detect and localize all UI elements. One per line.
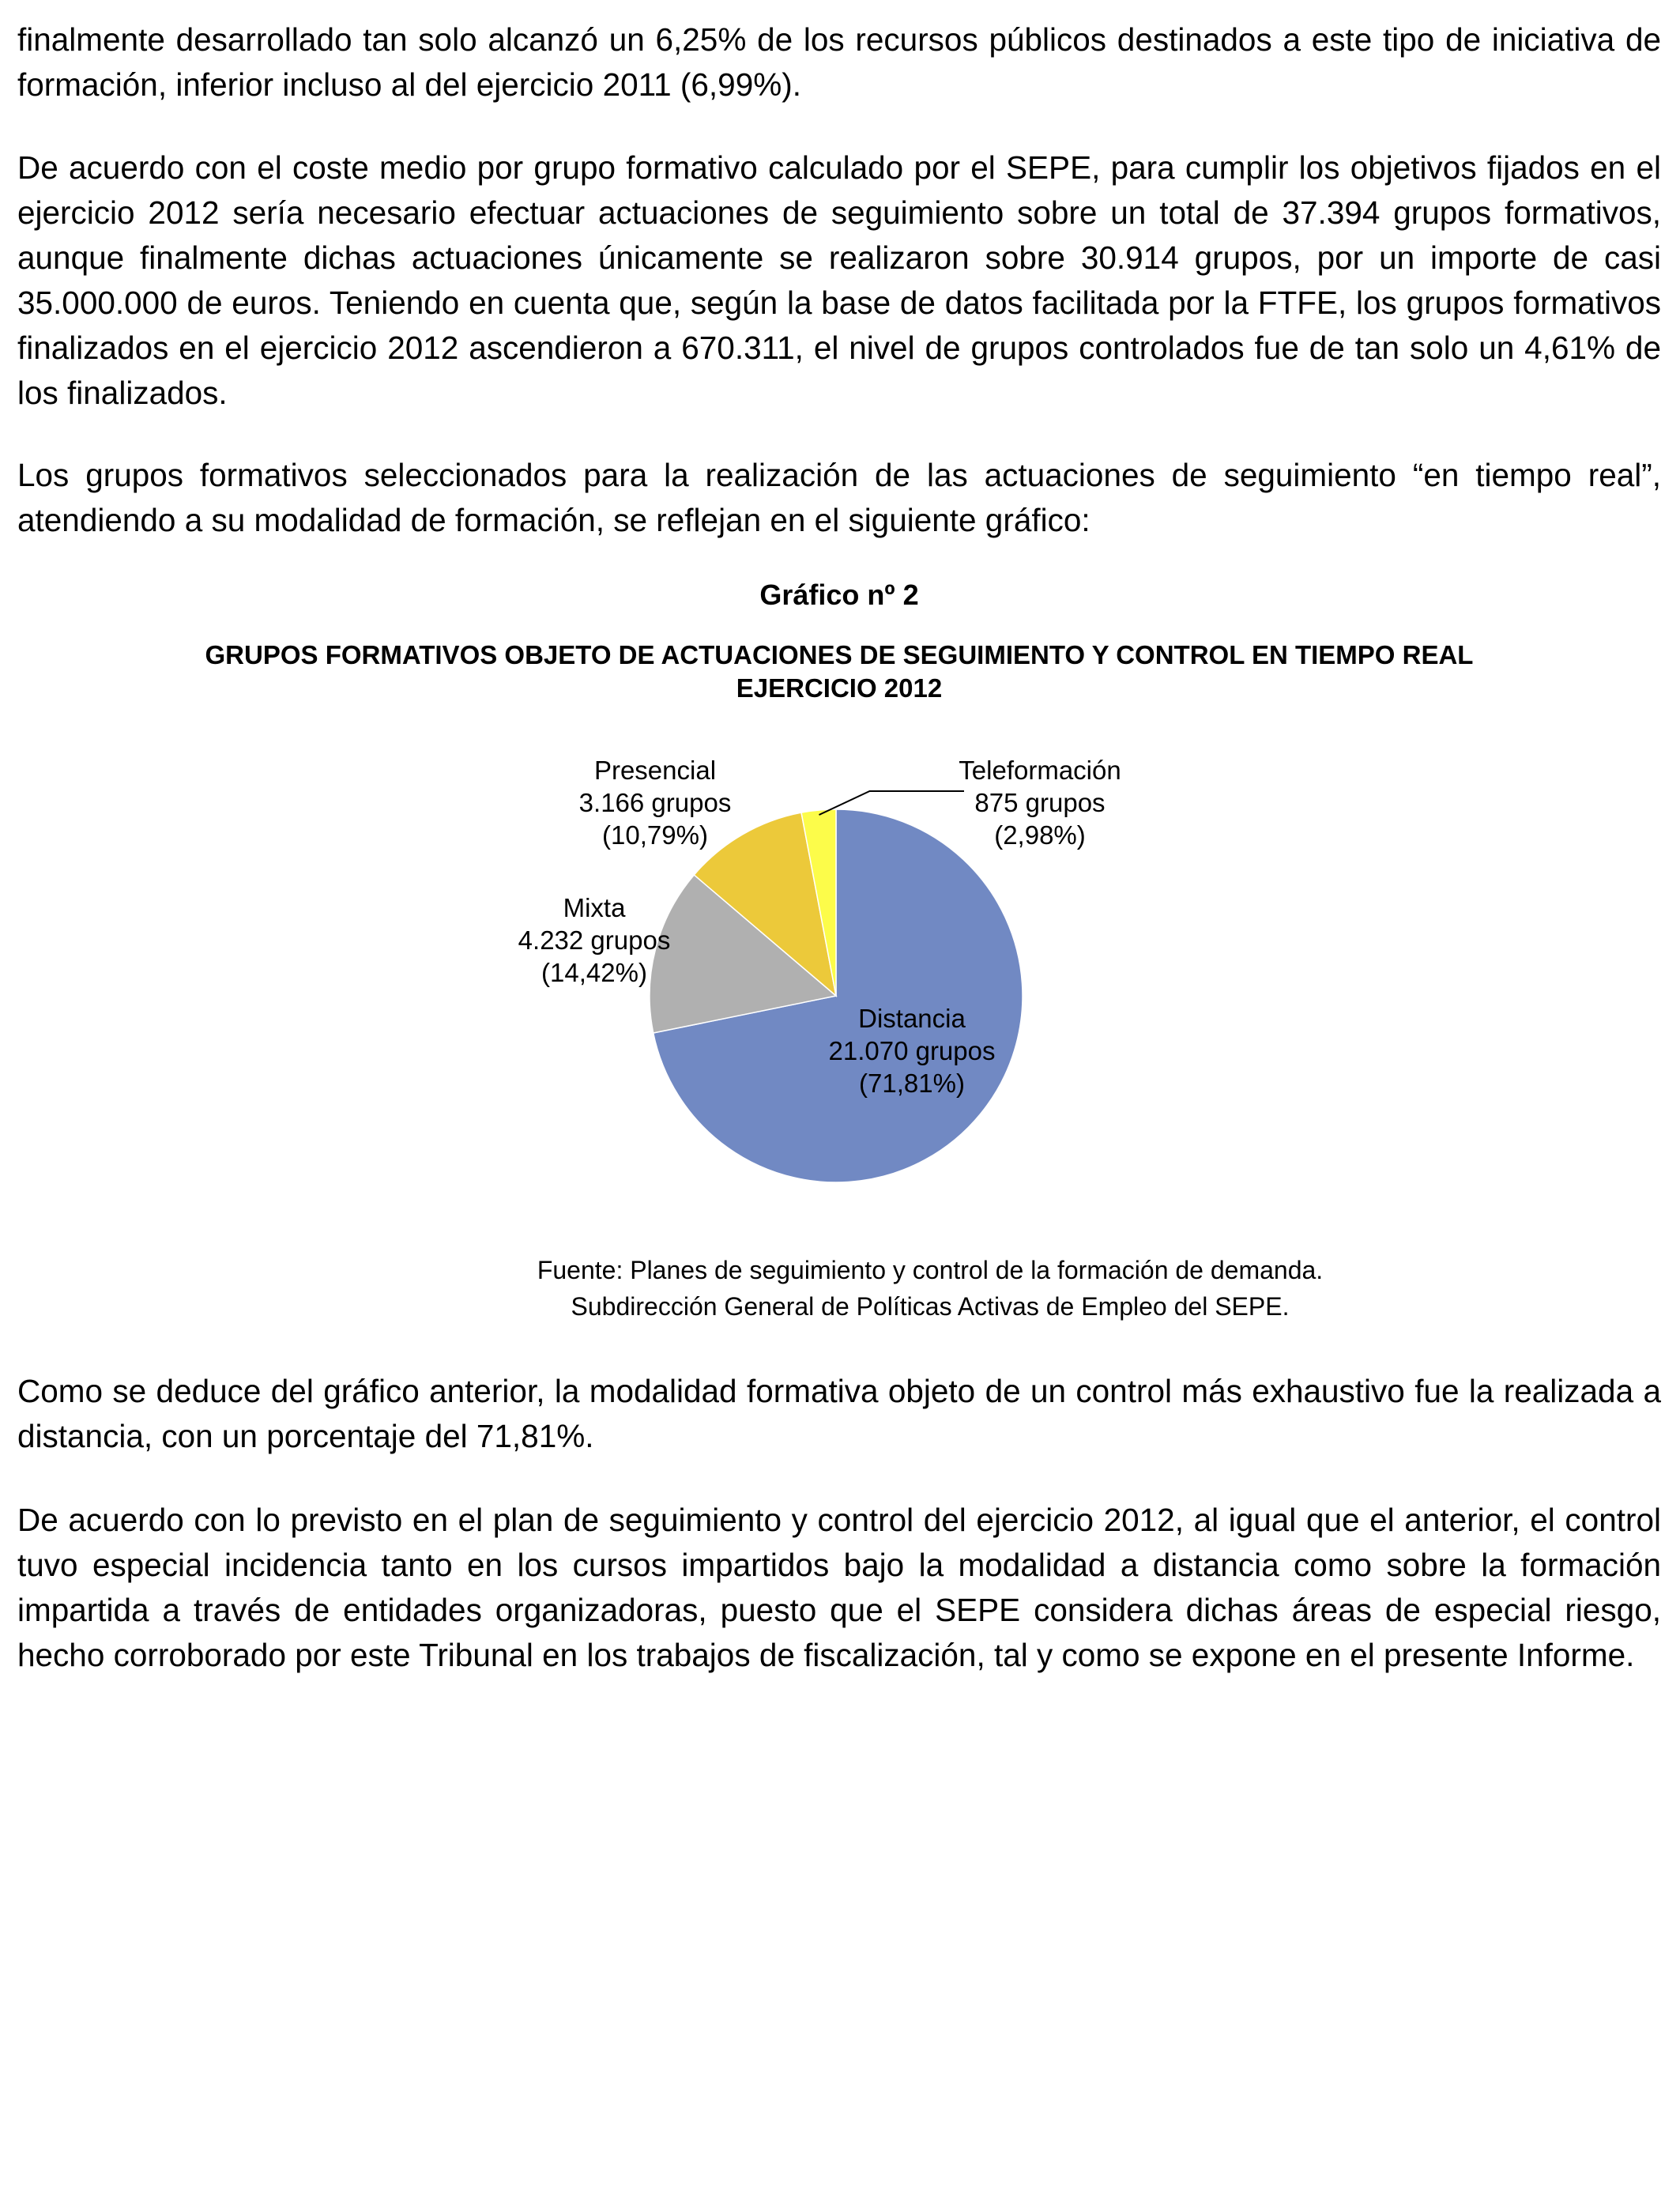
pie-label-distancia-percent: (71,81%) (859, 1069, 965, 1098)
chart-title (17, 639, 1661, 705)
paragraph: De acuerdo con el coste medio por grupo formativo calculado por el SEPE, para cumplir los objetivos fijados en el ejercicio 2012 sería necesario efectuar actuaciones de seguimiento sobre un total de 37.394 grupos formativos, aunque finalmente dichas actuaciones únicamente se realizaron sobre 30.914 grupos, por un importe de casi 35.000.000 de euros. Teniendo en cuenta que, según la base de datos facilitada por la FTFE, los grupos formativos finalizados en el ejercicio 2012 ascendieron a 670.311, el nivel de grupos controlados fue de tan solo un 4,61% de los finalizados. (17, 149, 1661, 411)
chart-number: Gráfico nº 2 (759, 579, 919, 611)
chart-title-line-2: EJERCICIO 2012 (736, 673, 943, 703)
pie-label-presencial-value: 3.166 grupos (578, 788, 732, 817)
pie-label-distancia-name: Distancia (858, 1004, 966, 1033)
pie-label-presencial-name: Presencial (593, 756, 717, 785)
paragraph: finalmente desarrollado tan solo alcanzó un 6,25% de los recursos públicos destinados a este tipo de iniciativa de formación, inferior incluso al del ejercicio 2011 (6,99%). (17, 21, 1661, 103)
chart-title-line-1: GRUPOS FORMATIVOS OBJETO DE ACTUACIONES DE SEGUIMIENTO Y CONTROL EN TIEMPO REAL (205, 640, 1474, 669)
pie-label-teleformacion-percent: (2,98%) (994, 820, 1086, 850)
chart-source-2: Subdirección General de Políticas Activas de Empleo del SEPE. (571, 1292, 1290, 1321)
pie-label-distancia-value: 21.070 grupos (828, 1036, 996, 1065)
paragraph: De acuerdo con lo previsto en el plan de seguimiento y control del ejercicio 2012, al igual que el anterior, el control tuvo especial incidencia tanto en los cursos impartidos bajo la modalidad a distancia como sobre la formación impartida a través de entidades organizadoras, puesto que el SEPE considera dichas áreas de especial riesgo, hecho corroborado por este Tribunal en los trabajos de fiscalización, tal y como se expone en el presente Informe. (17, 1502, 1661, 1673)
pie-chart (17, 743, 1661, 1201)
pie-label-presencial-percent: (10,79%) (602, 820, 708, 850)
paragraph: Como se deduce del gráfico anterior, la modalidad formativa objeto de un control más exhaustivo fue la realizada a distancia, con un porcentaje del 71,81%. (17, 1373, 1661, 1454)
paragraph: Los grupos formativos seleccionados para la realización de las actuaciones de seguimiento “en tiempo real”, atendiendo a su modalidad de formación, se reflejan en el siguiente gráfico: (17, 457, 1661, 538)
pie-label-teleformacion-name: Teleformación (959, 756, 1121, 785)
pie-label-mixta-name: Mixta (563, 893, 626, 922)
pie-label-mixta-percent: (14,42%) (541, 958, 647, 987)
pie-label-teleformacion-value: 875 grupos (974, 788, 1106, 817)
chart-source: Fuente: Planes de seguimiento y control de la formación de demanda. (537, 1256, 1324, 1284)
pie-label-mixta-value: 4.232 grupos (518, 925, 671, 955)
